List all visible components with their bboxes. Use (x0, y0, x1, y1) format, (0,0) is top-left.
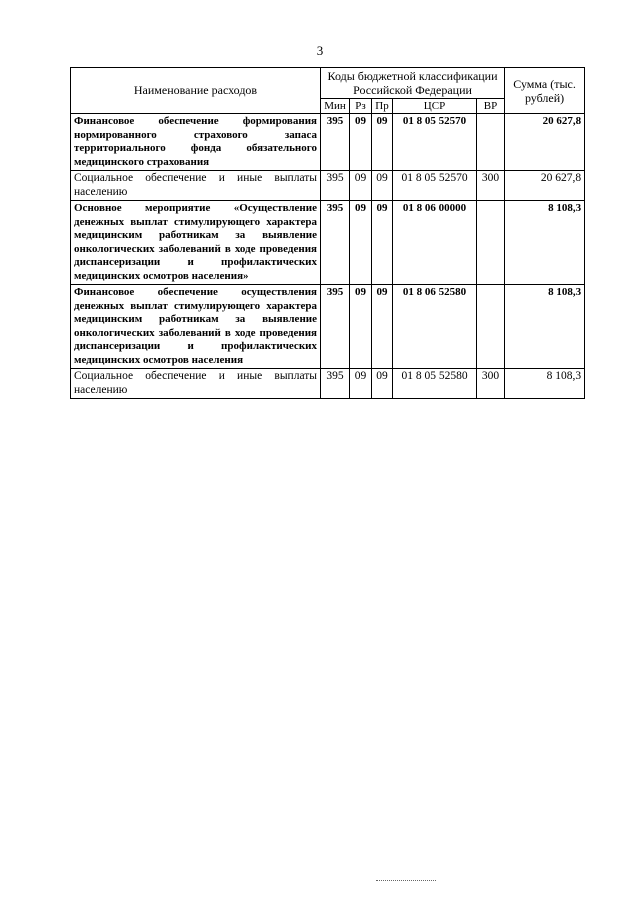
row-vr (477, 201, 505, 285)
row-name: Финансовое обеспечение осуществления денежных выплат стимулирующего характера медицинским работникам за выявление онкологических заболеваний в ходе проведения диспансеризации и профилактических медицинских осмотров населения (71, 285, 321, 369)
row-sum: 8 108,3 (505, 201, 585, 285)
table-row (71, 171, 585, 201)
row-csr: 01 8 05 52570 (393, 114, 477, 171)
row-rz: 09 (350, 201, 372, 285)
row-pr: 09 (372, 285, 393, 369)
row-min: 395 (321, 369, 350, 399)
column-header-pr: Пр (372, 99, 393, 114)
column-header-sum: Сумма (тыс. рублей) (505, 68, 585, 114)
row-rz: 09 (350, 285, 372, 369)
row-min: 395 (321, 285, 350, 369)
row-name: Основное мероприятие «Осуществление денежных выплат стимулирующего характера медицинским работникам за выявление онкологических заболеваний в ходе проведения диспансеризации и профилактических медицинских осмотров населения» (71, 201, 321, 285)
row-sum: 8 108,3 (505, 285, 585, 369)
row-name: Социальное обеспечение и иные выплаты населению (71, 171, 321, 201)
row-rz: 09 (350, 369, 372, 399)
row-vr (477, 285, 505, 369)
row-csr: 01 8 06 52580 (393, 285, 477, 369)
row-csr: 01 8 06 00000 (393, 201, 477, 285)
row-pr: 09 (372, 171, 393, 201)
page-number: 3 (316, 43, 324, 58)
row-pr: 09 (372, 201, 393, 285)
row-pr: 09 (372, 114, 393, 171)
row-sum: 8 108,3 (505, 369, 585, 399)
row-name: Социальное обеспечение и иные выплаты населению (71, 369, 321, 399)
row-name: Финансовое обеспечение формирования нормированного страхового запаса территориального фонда обязательного медицинского страхования (71, 114, 321, 171)
column-header-vr: ВР (477, 99, 505, 114)
table-row (71, 369, 585, 399)
row-vr (477, 114, 505, 171)
column-header-min: Мин (321, 99, 350, 114)
column-header-csr: ЦСР (393, 99, 477, 114)
table-row (71, 114, 585, 171)
table-row (71, 285, 585, 369)
table-row (71, 201, 585, 285)
row-vr: 300 (477, 369, 505, 399)
column-header-name: Наименование расходов (71, 68, 321, 114)
row-rz: 09 (350, 114, 372, 171)
column-header-codes: Коды бюджетной классификации Российской Федерации (321, 68, 505, 99)
footer-scan-mark (376, 880, 436, 882)
row-min: 395 (321, 114, 350, 171)
row-csr: 01 8 05 52570 (393, 171, 477, 201)
row-sum: 20 627,8 (505, 114, 585, 171)
row-sum: 20 627,8 (505, 171, 585, 201)
row-vr: 300 (477, 171, 505, 201)
row-rz: 09 (350, 171, 372, 201)
row-csr: 01 8 05 52580 (393, 369, 477, 399)
row-pr: 09 (372, 369, 393, 399)
budget-table (70, 67, 585, 399)
row-min: 395 (321, 171, 350, 201)
column-header-rz: Рз (350, 99, 372, 114)
row-min: 395 (321, 201, 350, 285)
